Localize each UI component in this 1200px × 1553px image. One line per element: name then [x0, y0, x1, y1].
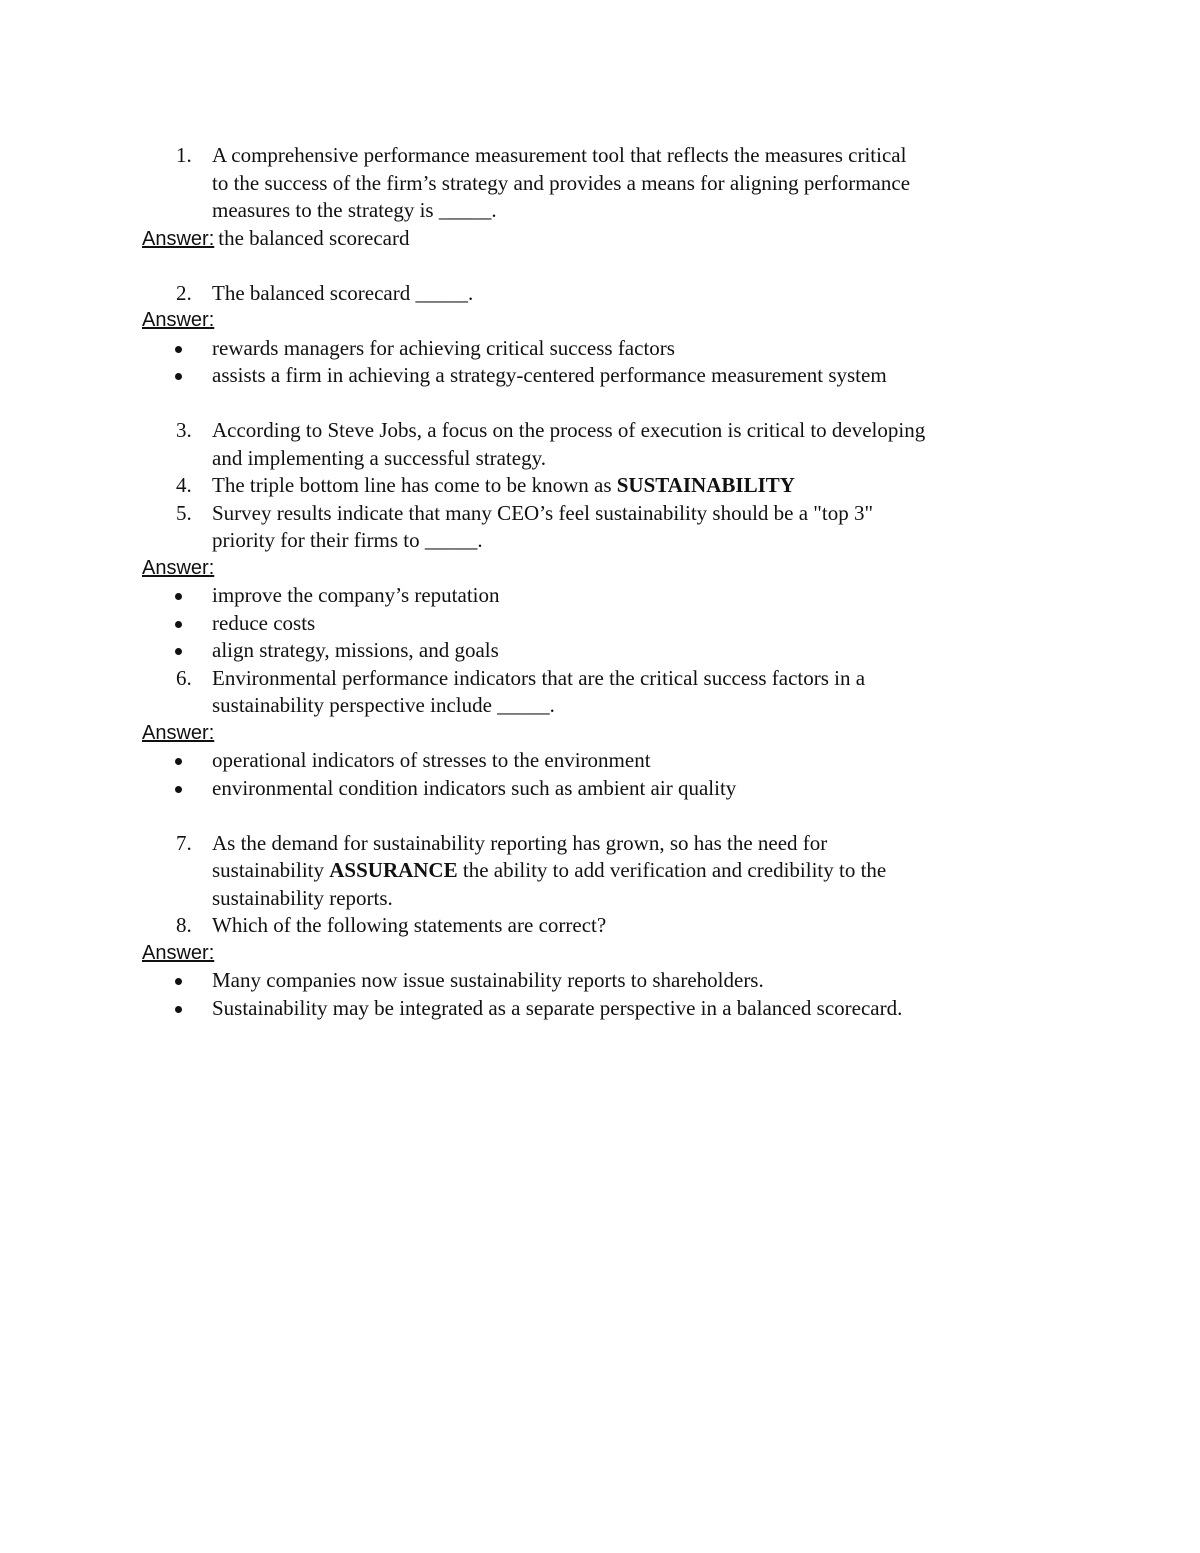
bullet-icon — [175, 758, 182, 765]
emphasized-term: ASSURANCE — [329, 858, 458, 882]
answer-bullet-item — [142, 995, 1062, 1023]
question-text: As the demand for sustainability reporting has grown, so has the need for — [212, 830, 828, 855]
answer-bullet-item — [142, 967, 1062, 995]
answer-bullet-item — [142, 335, 1062, 363]
question-text: The balanced scorecard _____. — [212, 280, 474, 305]
answer-bullet-item — [142, 362, 1062, 390]
question-2-line-1 — [142, 280, 1062, 308]
question-text: priority for their firms to _____. — [212, 528, 483, 552]
question-number: 8. — [176, 913, 192, 937]
bullet-icon — [175, 786, 182, 793]
question-number: 1. — [176, 143, 192, 167]
question-text: sustainability perspective include _____. — [212, 693, 555, 717]
question-text: sustainability reports. — [212, 885, 393, 910]
answer-label: Answer: — [142, 721, 215, 744]
question-1-answer — [142, 225, 1062, 253]
question-text: A comprehensive performance measurement tool that reflects the measures critical — [212, 143, 907, 167]
answer-text: Sustainability may be integrated as a separate perspective in a balanced scorecard. — [212, 995, 903, 1020]
question-7-line-1 — [142, 830, 1062, 858]
bullet-icon — [175, 373, 182, 380]
question-list — [142, 142, 1062, 1022]
question-1-line-2 — [142, 170, 1062, 198]
answer-bullet-item — [142, 775, 1062, 803]
bullet-icon — [175, 978, 182, 985]
spacer — [142, 252, 1062, 280]
answer-label: Answer: — [142, 309, 215, 331]
question-number: 3. — [176, 418, 192, 442]
question-7-line-2 — [142, 857, 1062, 885]
answer-bullet-item — [142, 747, 1062, 775]
question-6-line-1 — [142, 665, 1062, 693]
answer-bullet-item — [142, 637, 1062, 665]
answer-label: Answer: — [142, 941, 215, 964]
question-6-line-2 — [142, 692, 1062, 720]
question-text: According to Steve Jobs, a focus on the process of execution is critical to developing — [212, 418, 926, 442]
answer-bullet-item — [142, 582, 1062, 610]
question-6-answer-label-row — [142, 720, 1062, 748]
question-number: 7. — [176, 830, 192, 855]
bullet-icon — [175, 1006, 182, 1013]
answer-text: environmental condition indicators such as ambient air quality — [212, 775, 737, 800]
answer-text: improve the company’s reputation — [212, 583, 500, 607]
question-text: Survey results indicate that many CEO’s feel sustainability should be a "top 3" — [212, 500, 874, 525]
question-4-line-1 — [142, 472, 1062, 500]
question-8-answer-label-row — [142, 940, 1062, 968]
question-1-line-1 — [142, 142, 1062, 170]
question-5-answer-label-row — [142, 555, 1062, 583]
question-text: measures to the strategy is _____. — [212, 198, 497, 222]
question-5-line-2 — [142, 527, 1062, 555]
answer-text: assists a firm in achieving a strategy-centered performance measurement system — [212, 363, 887, 387]
answer-text: operational indicators of stresses to the environment — [212, 748, 651, 772]
question-text: Which of the following statements are correct? — [212, 913, 607, 937]
emphasized-term: SUSTAINABILITY — [616, 473, 795, 497]
question-text: to the success of the firm’s strategy and provides a means for aligning performance — [212, 170, 911, 195]
question-number: 2. — [176, 280, 192, 305]
spacer — [142, 390, 1062, 418]
spacer — [142, 802, 1062, 830]
answer-label: Answer: — [142, 227, 215, 250]
question-text: the ability to add verification and credibility to the — [457, 858, 887, 882]
question-1-line-3 — [142, 197, 1062, 225]
answer-text: rewards managers for achieving critical success factors — [212, 335, 675, 360]
question-number: 6. — [176, 665, 192, 690]
question-number: 4. — [176, 473, 192, 497]
question-text: sustainability — [212, 858, 330, 882]
answer-value: the balanced scorecard — [218, 225, 410, 250]
question-number: 5. — [176, 500, 192, 525]
question-5-line-1 — [142, 500, 1062, 528]
question-7-line-3 — [142, 885, 1062, 913]
question-3-line-1 — [142, 417, 1062, 445]
bullet-icon — [175, 648, 182, 655]
question-text: and implementing a successful strategy. — [212, 445, 546, 470]
answer-text: Many companies now issue sustainability reports to shareholders. — [212, 968, 764, 992]
bullet-icon — [175, 593, 182, 600]
answer-label: Answer: — [142, 556, 215, 579]
answer-bullet-item — [142, 610, 1062, 638]
question-8-line-1 — [142, 912, 1062, 940]
question-2-answer-label-row — [142, 307, 1062, 335]
question-text: Environmental performance indicators that are the critical success factors in a — [212, 665, 866, 690]
answer-text: reduce costs — [212, 610, 316, 635]
bullet-icon — [175, 346, 182, 353]
answer-text: align strategy, missions, and goals — [212, 638, 499, 662]
question-text: The triple bottom line has come to be known as — [212, 473, 617, 497]
question-3-line-2 — [142, 445, 1062, 473]
bullet-icon — [175, 621, 182, 628]
